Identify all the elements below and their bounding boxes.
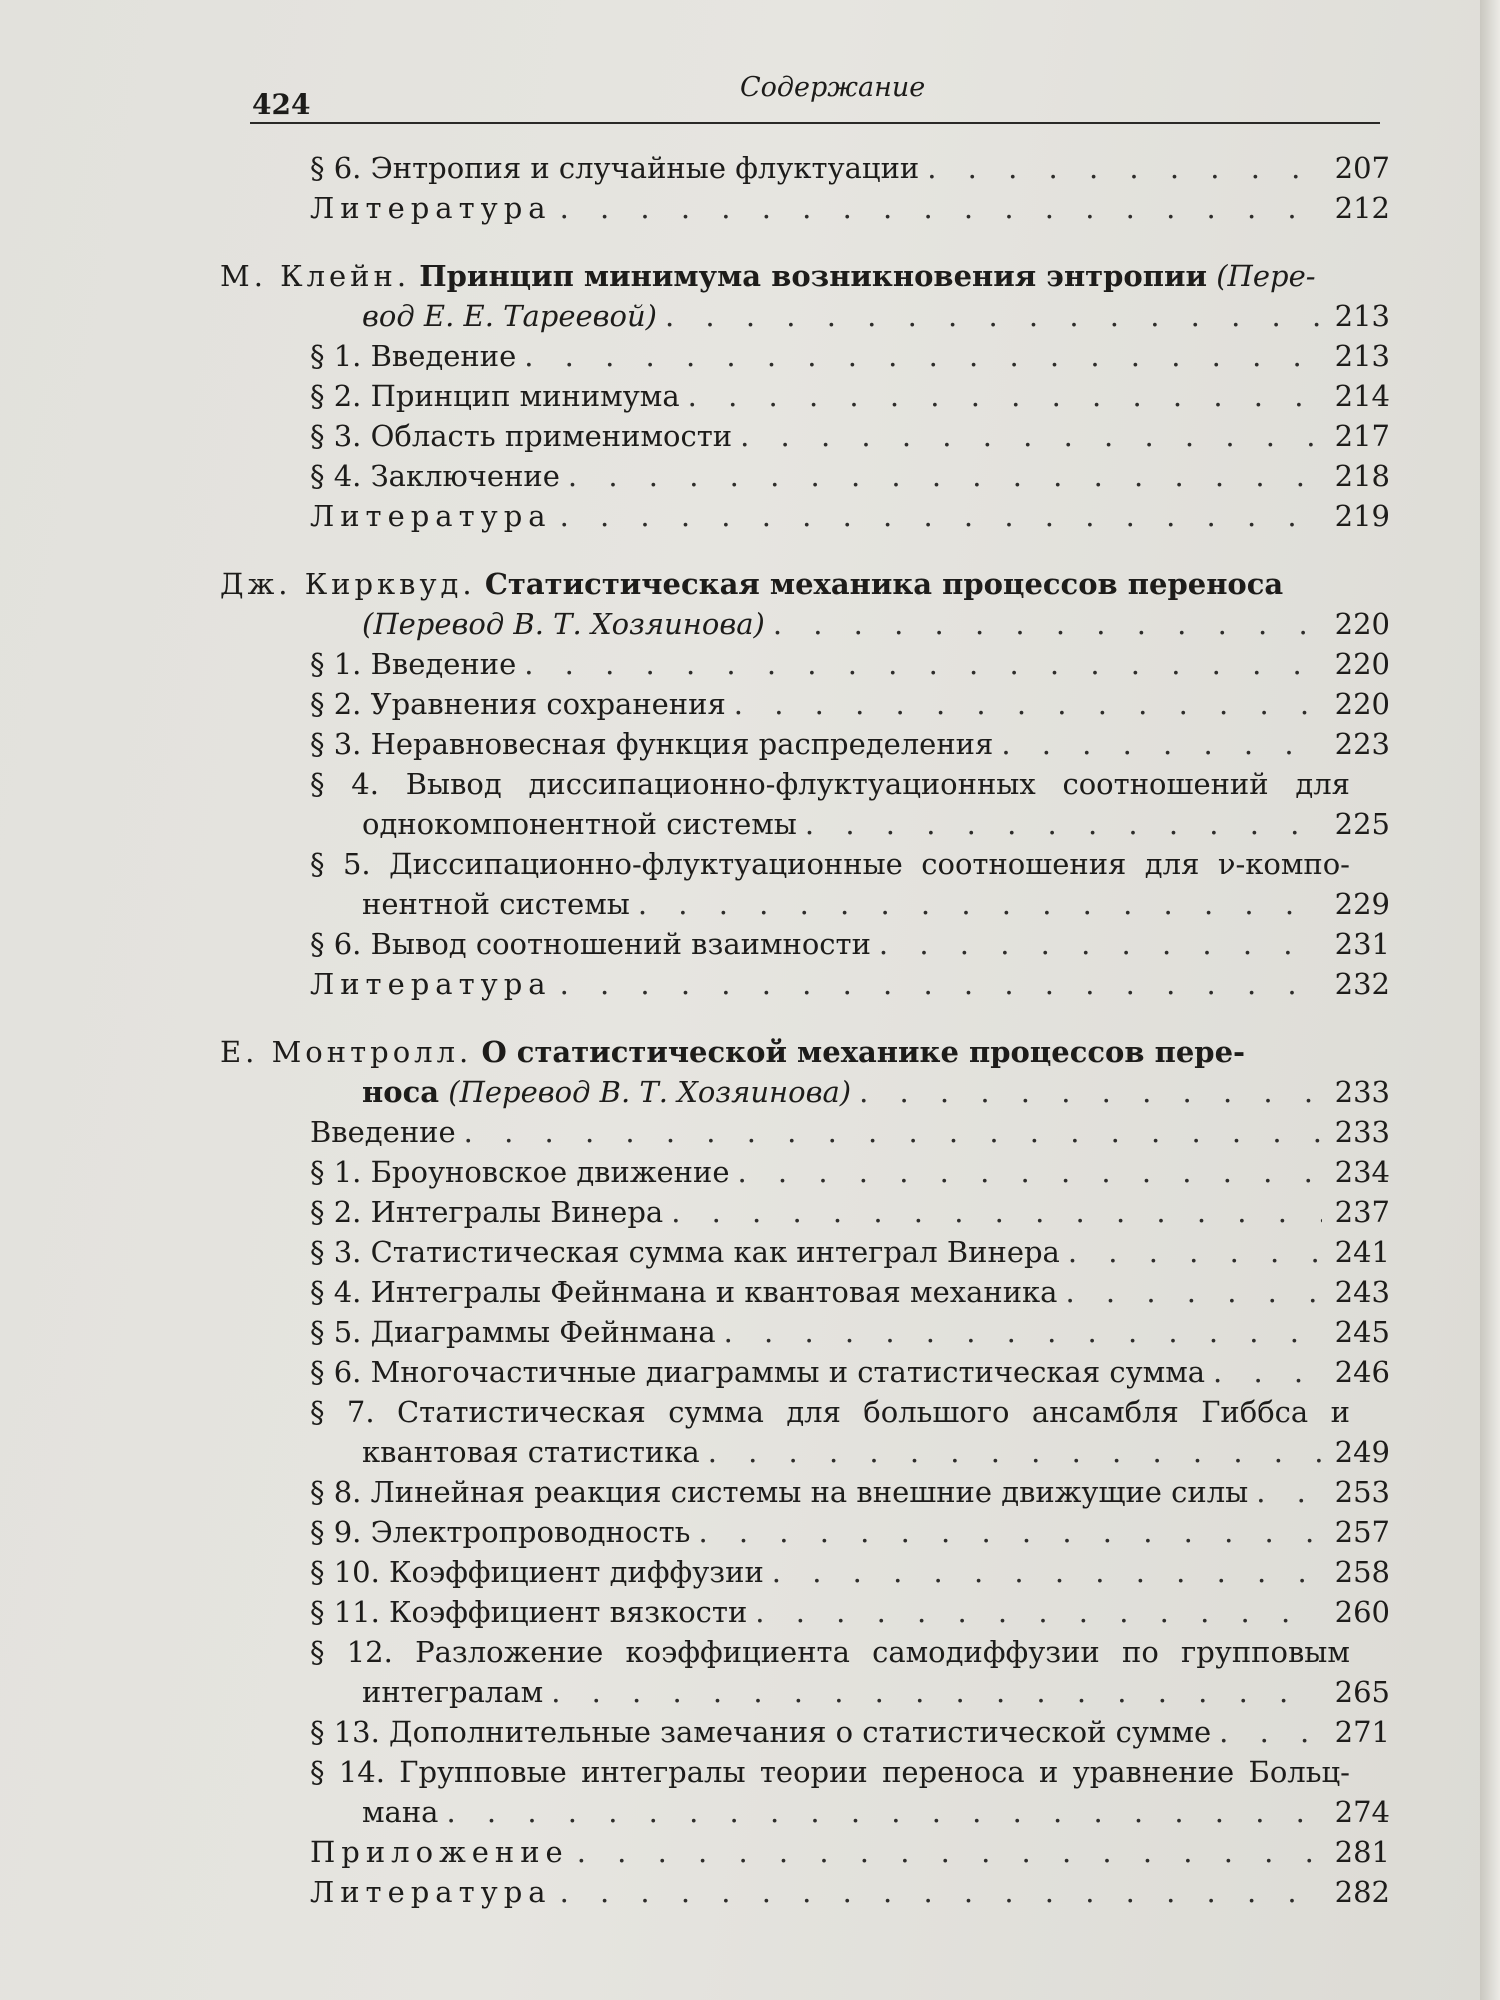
toc-item xyxy=(220,416,1390,456)
toc-item xyxy=(220,1712,1390,1752)
toc-item-label xyxy=(310,764,1350,804)
toc-entry-kirkwood xyxy=(220,564,1390,1004)
toc-item xyxy=(220,456,1390,496)
entry-page: 220 xyxy=(1334,607,1390,641)
leader-dots xyxy=(859,1072,1322,1112)
leader-dots xyxy=(879,924,1322,964)
leader-dots xyxy=(698,1512,1322,1552)
toc-item-label: квантовая статистика xyxy=(362,1435,700,1469)
leader-dots xyxy=(446,1792,1322,1832)
word: по xyxy=(1122,1635,1159,1669)
toc-item xyxy=(220,188,1390,228)
toc-item xyxy=(220,1192,1390,1232)
toc-item-label: Литература xyxy=(310,1875,552,1909)
toc-item xyxy=(220,1792,1390,1832)
leader-dots xyxy=(1219,1712,1322,1752)
word: 14. xyxy=(338,1755,385,1789)
toc-item-label xyxy=(310,1632,1350,1672)
entry-title-text: Принцип минимума возникновения энтропии xyxy=(419,259,1208,293)
toc-item xyxy=(220,376,1390,416)
toc-item-page: 253 xyxy=(1334,1475,1390,1509)
toc-entry-montroll xyxy=(220,1032,1390,1912)
word: § xyxy=(310,847,325,881)
toc-item-page: 232 xyxy=(1334,967,1390,1001)
leader-dots xyxy=(773,604,1322,644)
leader-dots xyxy=(734,684,1322,724)
toc-item xyxy=(220,1552,1390,1592)
entry-title-tail xyxy=(362,1072,851,1112)
toc-item-page: 207 xyxy=(1334,151,1390,185)
leader-dots xyxy=(1256,1472,1322,1512)
toc-item-label: § 8. Линейная реакция системы на внешние движущие силы xyxy=(310,1475,1249,1509)
leader-dots xyxy=(560,496,1322,536)
toc-item xyxy=(220,1312,1390,1352)
word: теории xyxy=(759,1755,868,1789)
toc-item-page: 241 xyxy=(1334,1235,1390,1269)
word: Гиббса xyxy=(1201,1395,1309,1429)
toc-section-continued xyxy=(220,148,1390,228)
toc-item-label: § 1. Введение xyxy=(310,647,517,681)
toc-item-label: § 3. Неравновесная функция распределения xyxy=(310,727,994,761)
toc-item-label: § 3. Область применимости xyxy=(310,419,733,453)
toc-item-multiline xyxy=(220,1632,1390,1672)
toc-item-label: § 3. Статистическая сумма как интеграл Винера xyxy=(310,1235,1060,1269)
word: переноса xyxy=(882,1755,1025,1789)
leader-dots xyxy=(560,1872,1322,1912)
toc-item-multiline xyxy=(220,844,1390,884)
toc-item xyxy=(220,148,1390,188)
toc-item-page: 243 xyxy=(1334,1275,1390,1309)
entry-title-text: Статистическая механика процессов переноса xyxy=(484,567,1284,601)
toc-item-label: § 6. Энтропия и случайные флуктуации xyxy=(310,151,920,185)
toc-item-label xyxy=(310,1392,1350,1432)
toc-item xyxy=(220,1352,1390,1392)
toc-item xyxy=(220,1592,1390,1632)
leader-dots xyxy=(1213,1352,1322,1392)
toc-item-label: интегралам xyxy=(362,1675,544,1709)
leader-dots xyxy=(1068,1232,1322,1272)
toc-item-label: § 1. Введение xyxy=(310,339,517,373)
entry-title xyxy=(220,564,1390,604)
toc-item xyxy=(220,924,1390,964)
toc-item-page: 237 xyxy=(1334,1195,1390,1229)
toc-item-page: 223 xyxy=(1334,727,1390,761)
leader-dots xyxy=(738,1152,1323,1192)
entry-translator: вод Е. Е. Тареевой) xyxy=(362,299,657,333)
toc-item-label: § 4. Заключение xyxy=(310,459,560,493)
word: для xyxy=(1295,767,1350,801)
toc-item xyxy=(220,1672,1390,1712)
toc-item-page: 220 xyxy=(1334,687,1390,721)
entry-page: 233 xyxy=(1334,1075,1390,1109)
entry-title xyxy=(220,256,1390,296)
header-rule xyxy=(250,122,1380,124)
toc-item-page: 229 xyxy=(1334,887,1390,921)
page-edge xyxy=(1480,0,1500,2000)
word: § xyxy=(310,1395,325,1429)
word: интегралы xyxy=(581,1755,746,1789)
toc-item-label: § 6. Многочастичные диаграммы и статистическая сумма xyxy=(310,1355,1206,1389)
word: 7. xyxy=(346,1395,375,1429)
toc-item-page: 214 xyxy=(1334,379,1390,413)
toc-item-label: § 4. Интегралы Фейнмана и квантовая механика xyxy=(310,1275,1058,1309)
toc-item-label: § 2. Уравнения сохранения xyxy=(310,687,726,721)
leader-dots xyxy=(560,188,1322,228)
leader-dots xyxy=(524,336,1322,376)
leader-dots xyxy=(755,1592,1322,1632)
toc-item-page: 225 xyxy=(1334,807,1390,841)
word: Групповые xyxy=(399,1755,567,1789)
word: 4. xyxy=(351,767,379,801)
toc-item-label: § 11. Коэффициент вязкости xyxy=(310,1595,748,1629)
word: § xyxy=(310,1635,325,1669)
toc-item-page: 246 xyxy=(1334,1355,1390,1389)
toc-item-page: 258 xyxy=(1334,1555,1390,1589)
toc-item-label: § 2. Интегралы Винера xyxy=(310,1195,664,1229)
toc-item-label: Литература xyxy=(310,499,552,533)
entry-author: Дж. Кирквуд. xyxy=(220,567,476,601)
leader-dots xyxy=(464,1112,1322,1152)
leader-dots xyxy=(740,416,1322,456)
toc-item xyxy=(220,1472,1390,1512)
toc-item-page: 245 xyxy=(1334,1315,1390,1349)
word: большого xyxy=(863,1395,1010,1429)
leader-dots xyxy=(688,376,1322,416)
toc-item-page: 249 xyxy=(1334,1435,1390,1469)
word: Статистическая xyxy=(396,1395,646,1429)
entry-title-continued xyxy=(220,604,1390,644)
leader-dots xyxy=(638,884,1322,924)
word: соотношения xyxy=(921,847,1127,881)
word: Вывод xyxy=(405,767,502,801)
toc-item-label: § 13. Дополнительные замечания о статистической сумме xyxy=(310,1715,1212,1749)
leader-dots xyxy=(927,148,1322,188)
toc-item xyxy=(220,724,1390,764)
word: 12. xyxy=(346,1635,393,1669)
toc-item-page: 281 xyxy=(1334,1835,1390,1869)
leader-dots xyxy=(708,1432,1322,1472)
toc-item-page: 265 xyxy=(1334,1675,1390,1709)
toc-item xyxy=(220,1512,1390,1552)
toc-item xyxy=(220,1112,1390,1152)
toc-item-page: 219 xyxy=(1334,499,1390,533)
toc-item-page: 274 xyxy=(1334,1795,1390,1829)
leader-dots xyxy=(724,1312,1322,1352)
word: диссипационно-флуктуационных xyxy=(528,767,1036,801)
leader-dots xyxy=(551,1672,1322,1712)
toc-item-page: 217 xyxy=(1334,419,1390,453)
toc-item-multiline xyxy=(220,764,1390,804)
entry-title-text: носа xyxy=(362,1075,440,1109)
page-header xyxy=(250,70,1380,126)
toc-item xyxy=(220,336,1390,376)
word: для xyxy=(1144,847,1200,881)
word: групповым xyxy=(1181,1635,1350,1669)
entry-title xyxy=(220,1032,1390,1072)
toc-item-label: мана xyxy=(362,1795,439,1829)
word: ансамбля xyxy=(1031,1395,1179,1429)
entry-title-text: О статистической механике процессов пере- xyxy=(481,1035,1246,1069)
entry-translator: (Перевод В. Т. Хозяинова) xyxy=(448,1075,852,1109)
word: ν-компо- xyxy=(1217,847,1350,881)
word: самодиффузии xyxy=(872,1635,1100,1669)
toc-item-label: § 5. Диаграммы Фейнмана xyxy=(310,1315,716,1349)
word: сумма xyxy=(668,1395,764,1429)
toc-entry-klein xyxy=(220,256,1390,536)
toc-item xyxy=(220,1432,1390,1472)
leader-dots xyxy=(665,296,1322,336)
toc-item xyxy=(220,1152,1390,1192)
toc-item-label: Литература xyxy=(310,967,552,1001)
toc-item-page: 234 xyxy=(1334,1155,1390,1189)
leader-dots xyxy=(805,804,1322,844)
word: для xyxy=(786,1395,841,1429)
entry-title-continued xyxy=(220,296,1390,336)
toc-item-page: 271 xyxy=(1334,1715,1390,1749)
toc-item-label: Литература xyxy=(310,191,552,225)
leader-dots xyxy=(1001,724,1322,764)
toc-item xyxy=(220,496,1390,536)
leader-dots xyxy=(671,1192,1322,1232)
toc-item-page: 212 xyxy=(1334,191,1390,225)
toc-item-label: § 6. Вывод соотношений взаимности xyxy=(310,927,871,961)
toc-item-page: 282 xyxy=(1334,1875,1390,1909)
toc-item-label: Введение xyxy=(310,1115,456,1149)
entry-translator: (Пере- xyxy=(1216,259,1316,293)
toc-item xyxy=(220,884,1390,924)
leader-dots xyxy=(577,1832,1322,1872)
toc-item xyxy=(220,804,1390,844)
leader-dots xyxy=(568,456,1322,496)
leader-dots xyxy=(772,1552,1322,1592)
toc-item xyxy=(220,1232,1390,1272)
toc-item-label: однокомпонентной системы xyxy=(362,807,797,841)
toc-item-label: нентной системы xyxy=(362,887,630,921)
word: уравнение xyxy=(1072,1755,1235,1789)
toc-item xyxy=(220,1832,1390,1872)
word: и xyxy=(1038,1755,1059,1789)
word: 5. xyxy=(342,847,371,881)
entry-page: 213 xyxy=(1334,299,1390,333)
toc-item-page: 233 xyxy=(1334,1115,1390,1149)
page-number: 424 xyxy=(252,88,311,121)
toc-item xyxy=(220,964,1390,1004)
word: коэффициента xyxy=(625,1635,850,1669)
toc-item-label: § 9. Электропроводность xyxy=(310,1515,691,1549)
toc-item xyxy=(220,1872,1390,1912)
toc-item-page: 220 xyxy=(1334,647,1390,681)
table-of-contents xyxy=(220,148,1390,1912)
leader-dots xyxy=(1065,1272,1322,1312)
word: Больц- xyxy=(1248,1755,1350,1789)
word: Диссипационно-флуктуационные xyxy=(389,847,903,881)
running-title: Содержание xyxy=(740,72,926,103)
entry-author: М. Клейн. xyxy=(220,259,411,293)
toc-item-label: § 2. Принцип минимума xyxy=(310,379,680,413)
entry-author: Е. Монтролл. xyxy=(220,1035,473,1069)
word: соотношений xyxy=(1062,767,1269,801)
toc-item-page: 218 xyxy=(1334,459,1390,493)
toc-item xyxy=(220,684,1390,724)
toc-item-label xyxy=(310,844,1350,884)
toc-item xyxy=(220,644,1390,684)
word: и xyxy=(1330,1395,1350,1429)
toc-item-label xyxy=(310,1752,1350,1792)
entry-translator: (Перевод В. Т. Хозяинова) xyxy=(362,607,765,641)
toc-item xyxy=(220,1272,1390,1312)
leader-dots xyxy=(560,964,1322,1004)
toc-item-label: Приложение xyxy=(310,1835,569,1869)
entry-title-continued xyxy=(220,1072,1390,1112)
toc-item-page: 213 xyxy=(1334,339,1390,373)
leader-dots xyxy=(524,644,1322,684)
toc-item-multiline xyxy=(220,1392,1390,1432)
toc-item-page: 260 xyxy=(1334,1595,1390,1629)
toc-item-multiline xyxy=(220,1752,1390,1792)
toc-item-page: 231 xyxy=(1334,927,1390,961)
toc-item-label: § 10. Коэффициент диффузии xyxy=(310,1555,764,1589)
word: § xyxy=(310,1755,325,1789)
word: § xyxy=(310,767,325,801)
word: Разложение xyxy=(415,1635,604,1669)
toc-item-label: § 1. Броуновское движение xyxy=(310,1155,730,1189)
toc-item-page: 257 xyxy=(1334,1515,1390,1549)
